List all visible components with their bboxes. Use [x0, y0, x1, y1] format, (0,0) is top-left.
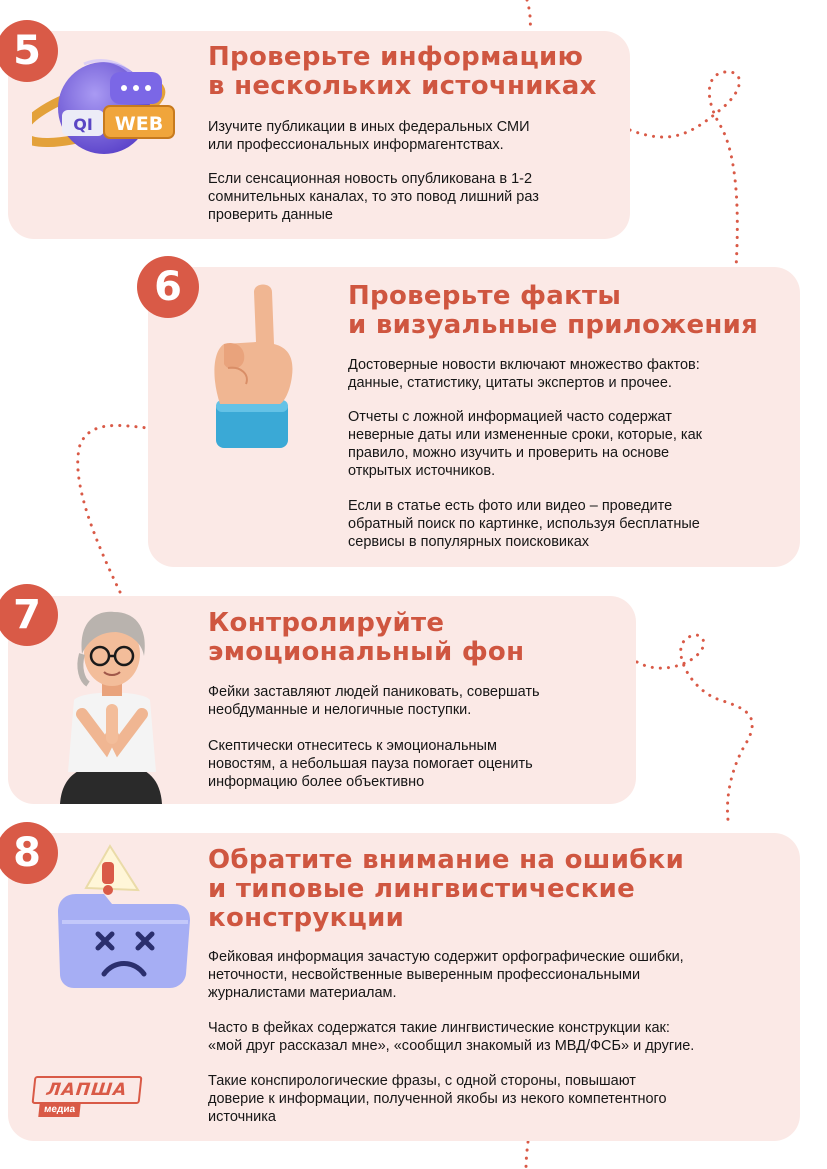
globe-web-icon [32, 50, 192, 170]
section-8-paragraph-1: Фейковая информация зачастую содержит орфографические ошибки, неточности, несвойственные выверенным профессиональными журналистами материалам. [208, 949, 684, 1001]
section-8-badge: 8 [0, 822, 58, 884]
section-8-paragraph-2: Часто в фейках содержатся такие лингвистические конструкции как: «мой друг рассказал мне», «сообщил знакомый из МВД/ФСБ» и другие. [208, 1020, 695, 1054]
section-5-badge: 5 [0, 20, 58, 82]
section-5-paragraph-2: Если сенсационная новость опубликована в 1-2 сомнительных каналах, то это повод лишний раз проверить данные [208, 171, 539, 223]
logo-sub-text: медиа [38, 1103, 80, 1117]
section-7-badge: 7 [0, 584, 58, 646]
svg-text:WEB: WEB [114, 113, 164, 135]
section-6-paragraph-3: Если в статье есть фото или видео – проведите обратный поиск по картинке, используя бесплатные сервисы в популярных поисковиках [348, 498, 700, 550]
logo-main-text: ЛАПША [32, 1076, 143, 1104]
section-8-paragraph-3: Такие конспирологические фразы, с одной стороны, повышают доверие к информации, полученной якобы из некого компетентного источника [208, 1073, 667, 1125]
section-5-paragraph-1: Изучите публикации в иных федеральных СМИ или профессиональных информагентствах. [208, 119, 530, 153]
section-6-title: Проверьте факты и визуальные приложения [348, 281, 759, 340]
section-6-paragraph-2: Отчеты с ложной информацией часто содержат неверные даты или измененные сроки, которые, как правило, можно изучить и проверить на основе открытых источников. [348, 409, 702, 479]
section-6-badge: 6 [137, 256, 199, 318]
lapsha-media-logo [33, 1076, 141, 1118]
section-5-title: Проверьте информацию в нескольких источниках [208, 42, 597, 101]
meditating-person-icon [52, 604, 172, 804]
section-8-title: Обратите внимание на ошибки и типовые лингвистические конструкции [208, 845, 685, 933]
pointing-hand-icon [198, 280, 308, 455]
sad-folder-warning-icon [48, 842, 198, 990]
section-7-paragraph-2: Скептически отнеситесь к эмоциональным новостям, а небольшая пауза помогает оценить информацию более объективно [208, 738, 533, 790]
svg-text:QI: QI [73, 115, 93, 134]
section-7-paragraph-1: Фейки заставляют людей паниковать, совершать необдуманные и нелогичные поступки. [208, 684, 540, 718]
section-6-paragraph-1: Достоверные новости включают множество фактов: данные, статистику, цитаты экспертов и прочее. [348, 357, 700, 391]
section-7-title: Контролируйте эмоциональный фон [208, 608, 525, 667]
